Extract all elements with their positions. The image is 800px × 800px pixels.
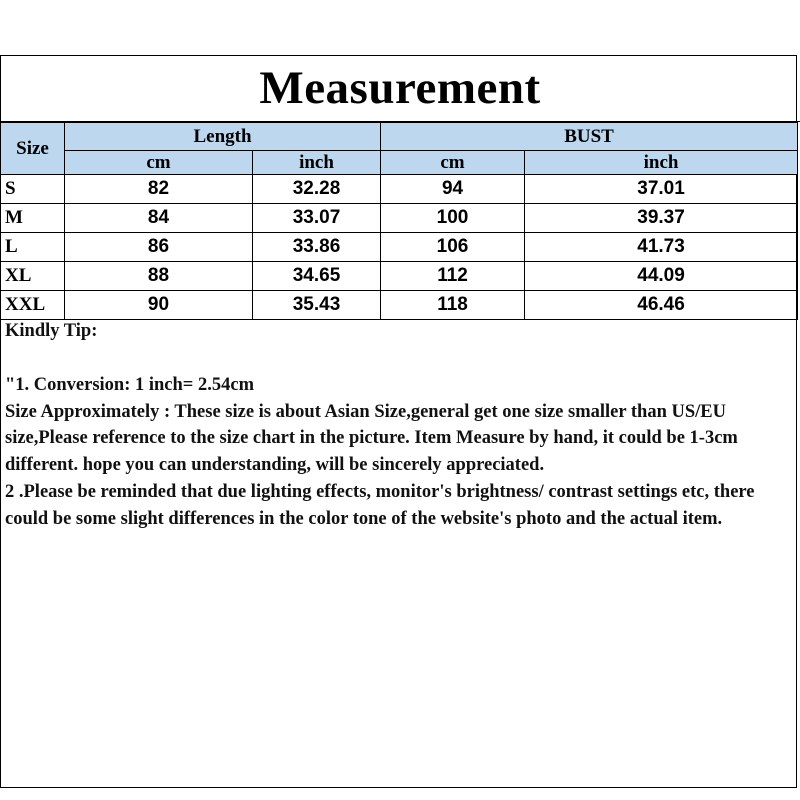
size-label: L: [1, 233, 65, 262]
size-table: [0, 122, 798, 320]
bust-cm-cell: 94: [381, 175, 525, 204]
bust-inch-cell: 37.01: [525, 175, 798, 204]
table-row: [1, 204, 798, 233]
length-inch-cell: 35.43: [253, 291, 381, 320]
size-label: XL: [1, 262, 65, 291]
table-row: [1, 291, 798, 320]
bust-inch-cell: 41.73: [525, 233, 798, 262]
size-label: M: [1, 204, 65, 233]
size-column-header: Size: [1, 123, 65, 175]
length-group-header: Length: [65, 123, 381, 151]
length-inch-cell: 33.86: [253, 233, 381, 262]
length-cm-cell: 86: [65, 233, 253, 262]
bust-inch-header: inch: [525, 151, 798, 175]
length-cm-cell: 84: [65, 204, 253, 233]
size-label: S: [1, 175, 65, 204]
bust-inch-cell: 46.46: [525, 291, 798, 320]
page-title: Measurement: [0, 55, 800, 122]
table-header-row: [1, 123, 798, 151]
length-inch-cell: 33.07: [253, 204, 381, 233]
bust-cm-cell: 118: [381, 291, 525, 320]
length-cm-cell: 88: [65, 262, 253, 291]
notes-section: [5, 318, 795, 533]
bust-cm-cell: 112: [381, 262, 525, 291]
bust-cm-cell: 106: [381, 233, 525, 262]
table-unit-row: [1, 151, 798, 175]
size-label: XXL: [1, 291, 65, 320]
bust-cm-cell: 100: [381, 204, 525, 233]
table-row: [1, 175, 798, 204]
bust-inch-cell: 44.09: [525, 262, 798, 291]
table-row: [1, 233, 798, 262]
bust-cm-header: cm: [381, 151, 525, 175]
length-inch-cell: 32.28: [253, 175, 381, 204]
length-cm-header: cm: [65, 151, 253, 175]
length-inch-header: inch: [253, 151, 381, 175]
size-approx-note: Size Approximately : These size is about Asian Size,general get one size smaller than US/EU size,Please reference to the size chart in the picture. Item Measure by hand, it could be 1-3cm different. hope you can understanding, will be sincerely appreciated.: [5, 401, 738, 476]
tip-title: Kindly Tip:: [5, 321, 98, 341]
bust-inch-cell: 39.37: [525, 204, 798, 233]
table-row: [1, 262, 798, 291]
bust-group-header: BUST: [381, 123, 798, 151]
length-inch-cell: 34.65: [253, 262, 381, 291]
length-cm-cell: 90: [65, 291, 253, 320]
conversion-note: "1. Conversion: 1 inch= 2.54cm: [5, 374, 254, 395]
color-tone-note: 2 .Please be reminded that due lighting effects, monitor's brightness/ contrast settings etc, there could be some slight differences in the color tone of the website's photo and the actual item.: [5, 481, 755, 529]
length-cm-cell: 82: [65, 175, 253, 204]
